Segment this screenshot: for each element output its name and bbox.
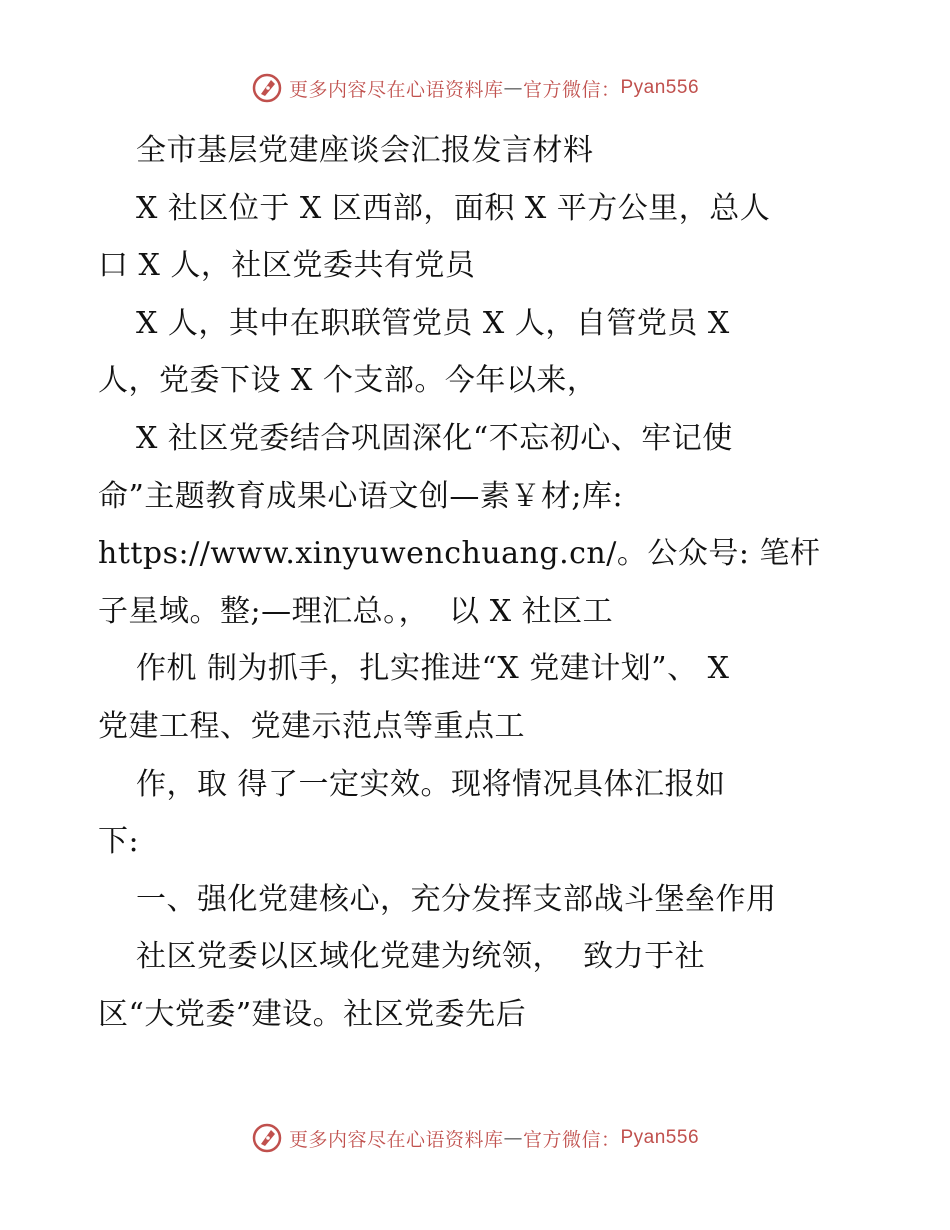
text-line: https://www.xinyuwenchuang.cn/。公众号: 笔杆 <box>98 536 821 572</box>
footer-watermark <box>0 1122 950 1154</box>
text-line: 作机 制为抓手，扎实推进“X 党建计划”、 X <box>136 651 730 687</box>
watermark-text: 更多内容尽在心语资料库 <box>288 1128 504 1151</box>
text-line: 一、强化党建核心，充分发挥支部战斗堡垒作用 <box>136 881 777 917</box>
header-watermark <box>0 72 950 104</box>
text-line: X 人，其中在职联管党员 X 人，自管党员 X <box>136 305 730 341</box>
watermark-wechat-id: Pyan556 <box>620 1127 700 1148</box>
text-line: 下: <box>98 824 140 860</box>
watermark-separator: — <box>503 1127 523 1149</box>
text-line: 口 X 人，社区党委共有党员 <box>98 248 476 284</box>
text-line: 全市基层党建座谈会汇报发言材料 <box>136 133 594 168</box>
text-line: X 社区位于 X 区西部，面积 X 平方公里，总人 <box>136 190 771 226</box>
text-line: 命”主题教育成果心语文创—素￥材;库: <box>98 478 624 514</box>
watermark-official: 官方微信： <box>522 1128 621 1151</box>
text-line: 社区党委以区域化党建为统领， 致力于社 <box>136 939 706 975</box>
pen-nib-logo-icon <box>251 72 283 104</box>
watermark-wechat-id: Pyan556 <box>620 77 700 98</box>
watermark-separator: — <box>503 77 523 99</box>
text-line: X 社区党委结合巩固深化“不忘初心、牢记使 <box>136 420 733 456</box>
text-line: 党建工程、党建示范点等重点工 <box>98 708 525 744</box>
text-line: 作，取 得了一定实效。现将情况具体汇报如 <box>136 766 726 802</box>
text-line: 子星域。整;—理汇总。， 以 X 社区工 <box>98 593 614 629</box>
document-body <box>98 122 858 1044</box>
pen-nib-logo-icon <box>251 1122 283 1154</box>
text-line: 区“大党委”建设。社区党委先后 <box>98 996 527 1032</box>
watermark-official: 官方微信： <box>522 78 621 101</box>
watermark-text: 更多内容尽在心语资料库 <box>288 78 504 101</box>
text-line: 人，党委下设 X 个支部。今年以来， <box>98 363 598 399</box>
